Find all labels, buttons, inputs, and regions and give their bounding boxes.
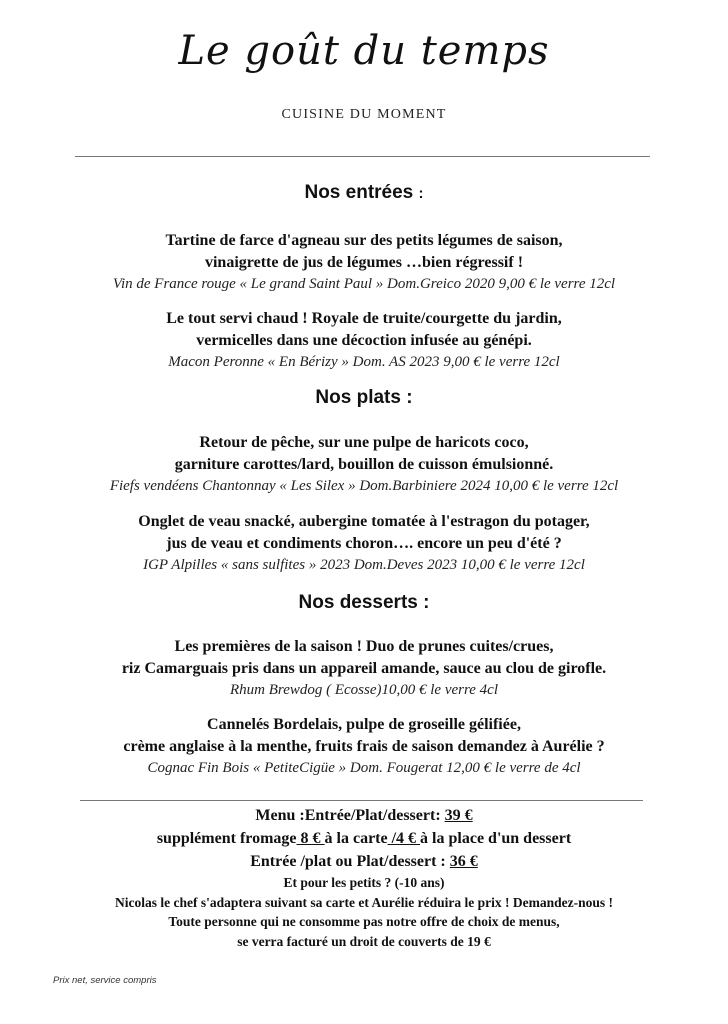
dish-line: Cannelés Bordelais, pulpe de groseille gélifiée, bbox=[207, 716, 521, 733]
dish-line: vermicelles dans une décoction infusée au génépi. bbox=[196, 332, 532, 349]
menu-item bbox=[0, 636, 728, 700]
dish-line: Retour de pêche, sur une pulpe de haricots coco, bbox=[199, 434, 529, 451]
menu-item bbox=[0, 511, 728, 575]
price-note: Prix net, service compris bbox=[53, 975, 157, 986]
dish-line: vinaigrette de jus de légumes …bien régressif ! bbox=[204, 254, 524, 271]
menu-item bbox=[0, 432, 728, 496]
footer-divider bbox=[80, 800, 643, 801]
dish-line: garniture carottes/lard, bouillon de cuisson émulsionné. bbox=[174, 456, 554, 473]
cheese-supplement-line: supplément fromage 8 € à la carte /4 € à la place d'un dessert bbox=[156, 830, 572, 847]
menu-price-line: Menu :Entrée/Plat/dessert: 39 € bbox=[255, 807, 473, 824]
menu-item bbox=[0, 230, 728, 294]
restaurant-logo: Le goût du temps bbox=[178, 28, 550, 74]
wine-pairing: Vin de France rouge « Le grand Saint Paul » Dom.Greico 2020 9,00 € le verre 12cl bbox=[112, 276, 616, 292]
menu-item bbox=[0, 714, 728, 778]
section-heading-plats: Nos plats : bbox=[315, 387, 413, 408]
dish-line: crème anglaise à la menthe, fruits frais de saison demandez à Aurélie ? bbox=[123, 738, 605, 755]
dish-line: Les premières de la saison ! Duo de prunes cuites/crues, bbox=[174, 638, 554, 655]
pricing-block bbox=[0, 804, 728, 951]
section-heading-desserts: Nos desserts : bbox=[298, 592, 430, 613]
menu-item bbox=[0, 308, 728, 372]
kids-note: Nicolas le chef s'adaptera suivant sa carte et Aurélie réduira le prix ! Demandez-nous ! bbox=[115, 894, 613, 910]
dish-line: Tartine de farce d'agneau sur des petits légumes de saison, bbox=[165, 232, 563, 249]
cover-charge-line: se verra facturé un droit de couverts de 19 € bbox=[237, 933, 491, 949]
dish-line: Onglet de veau snacké, aubergine tomatée à l'estragon du potager, bbox=[138, 513, 590, 530]
dish-line: jus de veau et condiments choron…. encore un peu d'été ? bbox=[166, 535, 562, 552]
cover-charge-line: Toute personne qui ne consomme pas notre offre de choix de menus, bbox=[168, 914, 560, 929]
formula-price-line: Entrée /plat ou Plat/dessert : 36 € bbox=[250, 853, 478, 870]
dish-line: riz Camarguais pris dans un appareil amande, sauce au clou de girofle. bbox=[121, 660, 607, 677]
section-heading-entrees: Nos entrées : bbox=[304, 182, 424, 203]
restaurant-subtitle: CUISINE DU MOMENT bbox=[281, 107, 447, 122]
wine-pairing: IGP Alpilles « sans sulfites » 2023 Dom.Deves 2023 10,00 € le verre 12cl bbox=[143, 557, 585, 573]
header-divider bbox=[75, 156, 650, 157]
wine-pairing: Fiefs vendéens Chantonnay « Les Silex » Dom.Barbiniere 2024 10,00 € le verre 12cl bbox=[109, 478, 619, 494]
wine-pairing: Macon Peronne « En Bérizy » Dom. AS 2023 9,00 € le verre 12cl bbox=[168, 354, 560, 370]
kids-title: Et pour les petits ? (-10 ans) bbox=[283, 875, 445, 890]
wine-pairing: Cognac Fin Bois « PetiteCigüe » Dom. Fougerat 12,00 € le verre de 4cl bbox=[147, 760, 581, 776]
wine-pairing: Rhum Brewdog ( Ecosse)10,00 € le verre 4cl bbox=[230, 682, 498, 698]
dish-line: Le tout servi chaud ! Royale de truite/courgette du jardin, bbox=[166, 310, 562, 327]
